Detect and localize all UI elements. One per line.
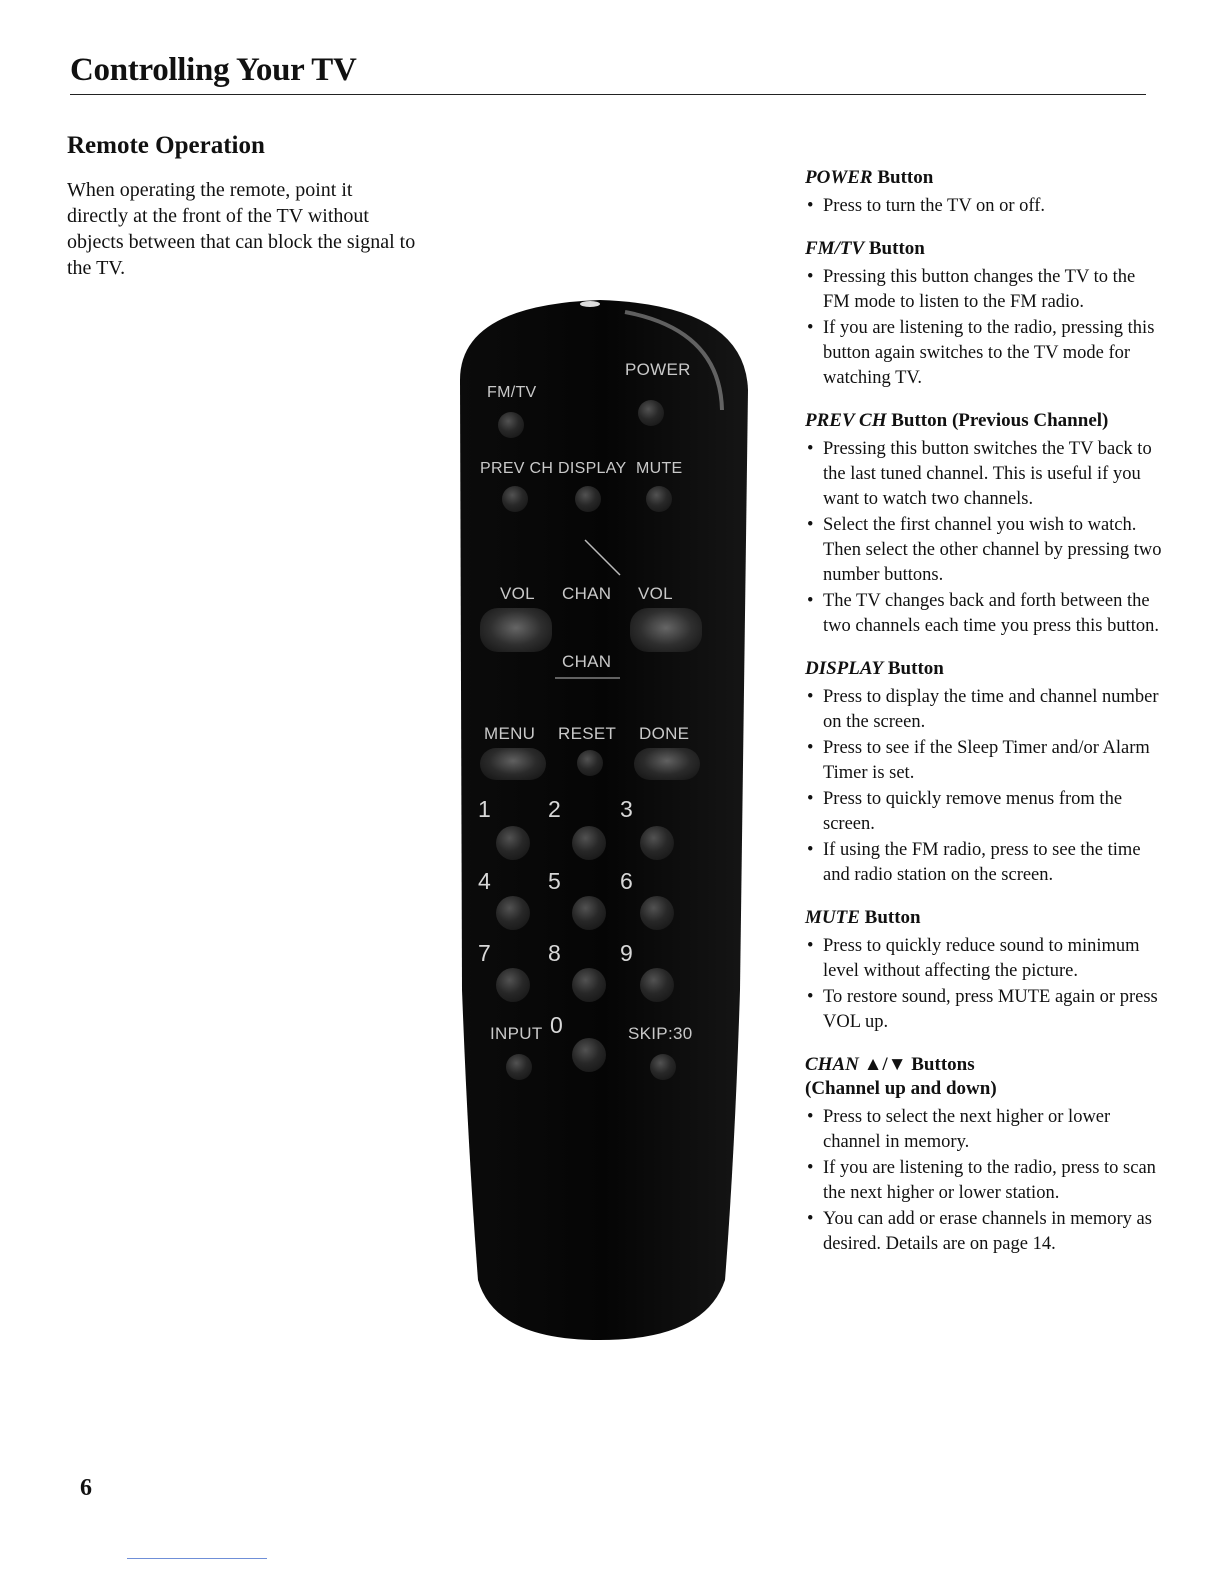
digit-0-button[interactable]: [572, 1038, 606, 1072]
digit-5-button[interactable]: [572, 896, 606, 930]
digit-9-label: 9: [620, 940, 634, 966]
power-label: POWER: [625, 360, 691, 379]
list-item: • Press to select the next higher or lower channel in memory.: [805, 1105, 1165, 1155]
digit-5-label: 5: [548, 868, 562, 894]
prev-ch-button[interactable]: [502, 486, 528, 512]
vol-down-label: VOL: [500, 584, 535, 603]
button-descriptions: [805, 166, 1165, 1275]
list-item: • Press to display the time and channel number on the screen.: [805, 685, 1165, 735]
section-heading: DISPLAY Button: [805, 658, 944, 679]
section-heading: POWER Button: [805, 167, 934, 188]
mute-label: MUTE: [636, 460, 683, 477]
list-item: • The TV changes back and forth between the two channels each time you press this button.: [805, 589, 1165, 639]
title-rule: [70, 94, 1146, 95]
mute-button[interactable]: [646, 486, 672, 512]
section-heading: PREV CH Button (Previous Channel): [805, 410, 1109, 431]
input-button[interactable]: [506, 1054, 532, 1080]
fmtv-section: [805, 237, 1165, 391]
display-label: DISPLAY: [558, 460, 627, 477]
vol-down-button[interactable]: [480, 608, 552, 652]
skip-button[interactable]: [650, 1054, 676, 1080]
remote-illustration: [440, 290, 760, 1350]
prev-ch-section: [805, 409, 1165, 639]
digit-1-button[interactable]: [496, 826, 530, 860]
chan-down-label: CHAN: [562, 652, 612, 671]
page-number: 6: [80, 1475, 92, 1501]
page-title: Controlling Your TV: [70, 52, 357, 88]
section-heading: FM/TV Button: [805, 238, 925, 259]
list-item: • If you are listening to the radio, pressing this button again switches to the TV mode for watching TV.: [805, 316, 1165, 391]
list-item: • Press to see if the Sleep Timer and/or Alarm Timer is set.: [805, 736, 1165, 786]
digit-8-label: 8: [548, 940, 562, 966]
display-section: [805, 657, 1165, 888]
menu-button[interactable]: [480, 748, 546, 780]
intro-paragraph: When operating the remote, point it directly at the front of the TV without objects between that can block the signal to the TV.: [67, 179, 416, 279]
skip-label: SKIP:30: [628, 1024, 693, 1043]
done-label: DONE: [639, 724, 690, 743]
list-item: • Select the first channel you wish to watch. Then select the other channel by pressing two number buttons.: [805, 513, 1165, 588]
digit-0-label: 0: [550, 1012, 564, 1038]
list-item: • Pressing this button switches the TV back to the last tuned channel. This is useful if you want to watch two channels.: [805, 437, 1165, 512]
chan-up-label: CHAN: [562, 584, 612, 603]
mute-section: [805, 906, 1165, 1035]
digit-2-button[interactable]: [572, 826, 606, 860]
list-item: • Pressing this button changes the TV to the FM mode to listen to the FM radio.: [805, 265, 1165, 315]
input-label: INPUT: [490, 1024, 543, 1043]
digit-6-label: 6: [620, 868, 634, 894]
reset-label: RESET: [558, 724, 617, 743]
section-heading: MUTE Button: [805, 907, 921, 928]
footer-line: [127, 1558, 267, 1559]
fmtv-button[interactable]: [498, 412, 524, 438]
list-item: • If you are listening to the radio, press to scan the next higher or lower station.: [805, 1156, 1165, 1206]
power-section: [805, 166, 1165, 219]
display-button[interactable]: [575, 486, 601, 512]
fmtv-label: FM/TV: [487, 384, 537, 401]
power-button[interactable]: [638, 400, 664, 426]
list-item: • To restore sound, press MUTE again or press VOL up.: [805, 985, 1165, 1035]
vol-up-button[interactable]: [630, 608, 702, 652]
list-item: • You can add or erase channels in memory as desired. Details are on page 14.: [805, 1207, 1165, 1257]
prev-ch-label: PREV CH: [480, 460, 554, 477]
chan-section: [805, 1053, 1165, 1257]
section-heading: CHAN ▲/▼ Buttons (Channel up and down): [805, 1054, 997, 1099]
done-button[interactable]: [634, 748, 700, 780]
menu-label: MENU: [484, 724, 536, 743]
digit-9-button[interactable]: [640, 968, 674, 1002]
digit-1-label: 1: [478, 796, 492, 822]
digit-4-button[interactable]: [496, 896, 530, 930]
digit-6-button[interactable]: [640, 896, 674, 930]
list-item: • Press to quickly remove menus from the screen.: [805, 787, 1165, 837]
list-item: • Press to turn the TV on or off.: [805, 194, 1165, 219]
section-heading: Remote Operation: [67, 132, 265, 159]
list-item: • If using the FM radio, press to see the time and radio station on the screen.: [805, 838, 1165, 888]
digit-8-button[interactable]: [572, 968, 606, 1002]
digit-3-button[interactable]: [640, 826, 674, 860]
digit-3-label: 3: [620, 796, 634, 822]
digit-2-label: 2: [548, 796, 562, 822]
list-item: • Press to quickly reduce sound to minimum level without affecting the picture.: [805, 934, 1165, 984]
reset-button[interactable]: [577, 750, 603, 776]
digit-7-button[interactable]: [496, 968, 530, 1002]
digit-7-label: 7: [478, 940, 492, 966]
digit-4-label: 4: [478, 868, 492, 894]
vol-up-label: VOL: [638, 584, 673, 603]
